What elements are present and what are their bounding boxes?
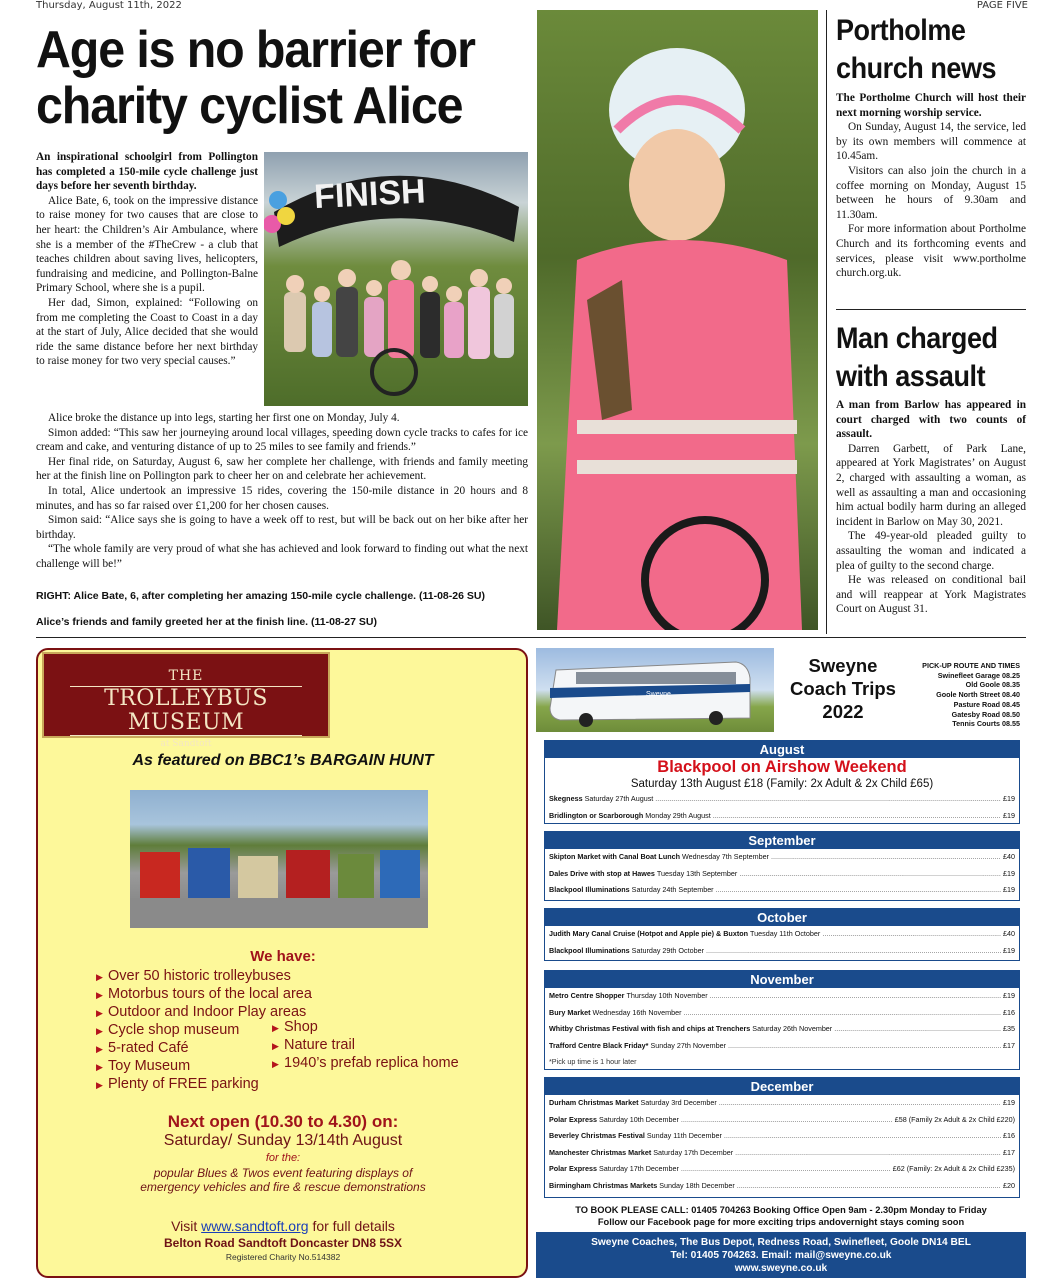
- feature-item: ▶ 5-rated Café: [96, 1040, 189, 1056]
- coach-illustration: [536, 648, 774, 732]
- coach-title-2: Coach Trips: [790, 678, 896, 699]
- story-paragraph: Alice broke the distance up into legs, starting her first one on Monday, July 4.: [48, 412, 400, 424]
- alice-photo: [537, 10, 818, 630]
- pickup-item: Tennis Courts 08.55: [952, 719, 1020, 729]
- triangle-bullet-icon: ▶: [272, 1023, 279, 1033]
- september-section: [544, 831, 1020, 901]
- story-paragraph: In total, Alice undertook an impressive 15 rides, covering the 150-mile distance in 20 hours and 8 minutes, and has so far raised over £1,200 for her chosen causes.: [36, 484, 528, 512]
- feature-item: ▶ 1940’s prefab replica home: [272, 1055, 459, 1071]
- portholme-paragraph: On Sunday, August 14, the service, led by its own members will commence at 10.45am.: [836, 121, 1026, 163]
- story-paragraph: Alice Bate, 6, took on the impressive distance to raise money for two causes that are close to her heart: the Children’s Air Ambulance, where she is a member of the #TheCrew - a club that teaches children about saving lives, helicopters, fundraising and medicine, and Pollington-Balne Primary School, where she is a pupil.: [36, 194, 258, 295]
- bus-livery-text: Sweyne: [646, 691, 671, 698]
- reflective-strip: [577, 420, 797, 434]
- feature-item: ▶ Toy Museum: [96, 1058, 191, 1074]
- pickup-item: Pasture Road 08.45: [953, 699, 1020, 709]
- december-section: [544, 1077, 1020, 1198]
- portholme-paragraph: Visitors can also join the church in a coffee morning on Monday, August 15 between he hours of 9.30am and 11.30am.: [836, 164, 1026, 221]
- trip-row: Beverley Christmas Festival Sunday 11th December ..... £16: [545, 1128, 1019, 1145]
- museum-website-link[interactable]: www.sandtoft.org: [201, 1218, 309, 1234]
- portholme-headline-1: Portholme: [836, 14, 966, 47]
- triangle-bullet-icon: ▶: [96, 1026, 103, 1036]
- triangle-bullet-icon: ▶: [96, 1008, 103, 1018]
- feature-item: ▶ Over 50 historic trolleybuses: [96, 968, 291, 984]
- pickup-note: *Pick up time is 1 hour later: [549, 1057, 637, 1066]
- triangle-bullet-icon: ▶: [96, 990, 103, 1000]
- open-dates: Saturday/ Sunday 13/14th August: [163, 1132, 403, 1149]
- museum-photo: [130, 790, 428, 928]
- triangle-bullet-icon: ▶: [96, 1044, 103, 1054]
- visit-line: Visit www.sandtoft.org for full details: [171, 1218, 395, 1234]
- story-lead: An inspirational schoolgirl from Pollington has completed a 150-mile cycle challenge just days before her seventh birthday.: [36, 151, 258, 193]
- alice-face: [629, 129, 725, 241]
- museum-address: Belton Road Sandtoft Doncaster DN8 5SX: [163, 1236, 403, 1250]
- trip-row: Skegness Saturday 27th August ..... £19: [545, 791, 1019, 808]
- trip-row: Bridlington or Scarborough Monday 29th August ..... £19: [545, 808, 1019, 825]
- pickup-item: Old Goole 08.35: [965, 680, 1020, 690]
- coach-title-3: 2022: [822, 701, 864, 722]
- feature-item: ▶ Nature trail: [272, 1037, 355, 1053]
- sweyne-coach-ad: [536, 648, 1026, 1280]
- triangle-bullet-icon: ▶: [96, 1080, 103, 1090]
- group-photo-illustration: [264, 152, 528, 406]
- for-the: for the:: [265, 1152, 301, 1164]
- story-paragraph: Simon said: “Alice says she is going to have a week off to rest, but will be back out on her bike after her birthday.: [36, 514, 528, 541]
- assault-headline: [836, 320, 1016, 396]
- assault-paragraph: Darren Garbett, of Park Lane, appeared at York Magistrates’ on August 2, charged with assaulting a woman, as well as assaulting a man and occasioning him actual bodily harm during an alleged incident in Barlow on May 30, 2021.: [836, 442, 1026, 528]
- museum-logo-name: TROLLEYBUS MUSEUM: [70, 686, 302, 736]
- story-paragraph: Her dad, Simon, explained: “Following on from me completing the Coast to Coast in a day at the start of July, Alice decided that she would ride the same distance before her next birthday to raise money for two very special causes.”: [36, 296, 258, 368]
- features-list-right: [272, 1019, 512, 1073]
- feature-item: ▶ Motorbus tours of the local area: [96, 986, 312, 1002]
- assault-paragraph: The 49-year-old pleaded guilty to assaulting the woman and indicated a plea of guilty to the second charge.: [836, 530, 1026, 572]
- month-bar-december: December: [545, 1078, 1019, 1095]
- museum-logo-sub: at Sandtoft: [160, 739, 212, 749]
- event-line-2: emergency vehicles and fire & rescue demonstrations: [140, 1180, 426, 1194]
- trip-row: Blackpool Illuminations Saturday 29th October ..... £19: [545, 943, 1019, 960]
- trip-row: Durham Christmas Market Saturday 3rd December ..... £19: [545, 1095, 1019, 1112]
- story-paragraph: Her final ride, on Saturday, August 6, saw her complete her challenge, with friends and family meeting her at the finish line on Pollington park to cheer her on and celebrate her achievement.: [36, 455, 528, 483]
- headline-line-2: charity cyclist Alice: [36, 77, 463, 135]
- story-column-wide: [36, 411, 528, 572]
- headline-line-1: Age is no barrier for: [36, 21, 475, 79]
- charity-number: Registered Charity No.514382: [225, 1252, 341, 1262]
- finish-banner-text: FINISH: [313, 172, 427, 217]
- trolleybus-illustration: [130, 790, 428, 928]
- reflective-strip: [577, 460, 797, 474]
- october-section: [544, 908, 1020, 961]
- blackpool-airshow-title: Blackpool on Airshow Weekend: [657, 758, 907, 776]
- balloon-icon: [277, 207, 295, 225]
- main-headline: [36, 22, 501, 134]
- portholme-story: [836, 91, 1026, 281]
- column-divider: [826, 10, 827, 634]
- trip-row: Trafford Centre Black Friday* Sunday 27th November ..... £17: [545, 1038, 1019, 1055]
- footer-line-2: Tel: 01405 704263. Email: mail@sweyne.co.uk: [670, 1250, 892, 1261]
- blackpool-airshow-details: Saturday 13th August £18 (Family: 2x Adult & 2x Child £65): [630, 778, 934, 790]
- photo-caption-group: Alice’s friends and family greeted her at the finish line. (11-08-27 SU): [36, 616, 377, 628]
- footer-website[interactable]: www.sweyne.co.uk: [734, 1263, 828, 1274]
- trolleybus-museum-ad: [36, 648, 528, 1278]
- photo-caption-right: RIGHT: Alice Bate, 6, after completing her amazing 150-mile cycle challenge. (11-08-26 SU): [36, 590, 485, 602]
- triangle-bullet-icon: ▶: [272, 1041, 279, 1051]
- booking-line-1: TO BOOK PLEASE CALL: 01405 704263 Booking Office Open 9am - 2.30pm Monday to Friday: [575, 1205, 987, 1215]
- section-divider: [36, 637, 1026, 638]
- assault-headline-2: with assault: [836, 360, 986, 393]
- trip-row: Skipton Market with Canal Boat Lunch Wednesday 7th September ..... £40: [545, 849, 1019, 866]
- trip-row: Bury Market Wednesday 16th November ..... £16: [545, 1005, 1019, 1022]
- footer-line-1: Sweyne Coaches, The Bus Depot, Redness Road, Swinefleet, Goole DN14 BEL: [591, 1237, 971, 1248]
- issue-date: Thursday, August 11th, 2022: [36, 0, 182, 11]
- coach-title: [774, 654, 912, 723]
- trip-row: Polar Express Saturday 10th December ..... £58 (Family 2x Adult & 2x Child £220): [545, 1112, 1019, 1129]
- coach-photo: [536, 648, 774, 732]
- triangle-bullet-icon: ▶: [96, 1062, 103, 1072]
- portholme-headline-2: church news: [836, 52, 997, 85]
- coach-title-1: Sweyne: [808, 655, 878, 676]
- trip-row: Manchester Christmas Market Saturday 17th December ..... £17: [545, 1145, 1019, 1162]
- event-line-1: popular Blues & Twos event featuring displays of: [153, 1166, 413, 1180]
- trip-row: Whitby Christmas Festival with fish and chips at Trenchers Saturday 26th November ..... £35: [545, 1021, 1019, 1038]
- assault-headline-1: Man charged: [836, 322, 998, 355]
- we-have-heading: We have:: [250, 948, 316, 965]
- month-bar-november: November: [545, 971, 1019, 988]
- feature-item: ▶ Cycle shop museum: [96, 1022, 240, 1038]
- month-bar-september: September: [545, 832, 1019, 849]
- triangle-bullet-icon: ▶: [96, 972, 103, 982]
- trip-row: Birmingham Christmas Markets Sunday 18th December ..... £20: [545, 1178, 1019, 1195]
- pickup-item: Swinefleet Garage 08.25: [937, 670, 1020, 680]
- booking-line-2: Follow our Facebook page for more exciting trips andovernight stays coming soon: [597, 1217, 965, 1227]
- portholme-headline: [836, 12, 1016, 88]
- pickup-title: PICK-UP ROUTE AND TIMES: [922, 661, 1020, 670]
- month-bar-august: August: [545, 741, 1019, 758]
- story-paragraph: “The whole family are very proud of what she has achieved and look forward to finding out what the next challenge will be!”: [36, 543, 528, 570]
- coach-footer: [536, 1232, 1026, 1278]
- story-paragraph: Simon added: “This saw her journeying around local villages, speeding down cycle tracks to cafes for ice cream and cake, and venturing distance of up to 25 miles to see family and friends.”: [36, 426, 528, 454]
- next-open: Next open (10.30 to 4.30) on:: [167, 1112, 399, 1131]
- portholme-paragraph: For more information about Portholme Church and its forthcoming events and services, please visit www.portholme church.org.uk.: [836, 223, 1026, 280]
- story-divider: [836, 309, 1026, 310]
- group-photo: [264, 152, 528, 406]
- assault-story: [836, 398, 1026, 617]
- pickup-item: Gatesby Road 08.50: [951, 709, 1020, 719]
- assault-paragraph: He was released on conditional bail and will reappear at York Magistrates Court on August 31.: [836, 574, 1026, 616]
- trip-row: Blackpool Illuminations Saturday 24th September ..... £19: [545, 882, 1019, 899]
- november-section: [544, 970, 1020, 1070]
- portholme-lead: The Portholme Church will host their next morning worship service.: [836, 92, 1026, 119]
- pickup-item: Goole North Street 08.40: [936, 690, 1020, 700]
- featured-line: As featured on BBC1’s BARGAIN HUNT: [132, 752, 434, 769]
- trip-row: Polar Express Saturday 17th December ..... £62 (Family: 2x Adult & 2x Child £235): [545, 1161, 1019, 1178]
- museum-logo: [42, 652, 330, 749]
- alice-photo-illustration: [537, 10, 818, 630]
- feature-item: ▶ Outdoor and Indoor Play areas: [96, 1004, 307, 1020]
- assault-lead: A man from Barlow has appeared in court charged with two counts of assault.: [836, 399, 1026, 441]
- page-number: PAGE FIVE: [976, 0, 1028, 11]
- booking-info: [536, 1204, 1026, 1228]
- pickup-times: [908, 661, 1020, 729]
- month-bar-october: October: [545, 909, 1019, 926]
- trip-row: Judith Mary Canal Cruise (Hotpot and Apple pie) & Buxton Tuesday 11th October ..... £40: [545, 926, 1019, 943]
- triangle-bullet-icon: ▶: [272, 1059, 279, 1069]
- feature-item: ▶ Plenty of FREE parking: [96, 1076, 259, 1092]
- museum-logo-the: THE: [168, 668, 204, 684]
- august-section: [544, 740, 1020, 824]
- feature-item: ▶ Shop: [272, 1019, 318, 1035]
- trip-row: Dales Drive with stop at Hawes Tuesday 13th September ..... £19: [545, 866, 1019, 883]
- trip-row: Metro Centre Shopper Thursday 10th November ..... £19: [545, 988, 1019, 1005]
- balloon-icon: [269, 191, 287, 209]
- story-column-narrow: [36, 150, 258, 369]
